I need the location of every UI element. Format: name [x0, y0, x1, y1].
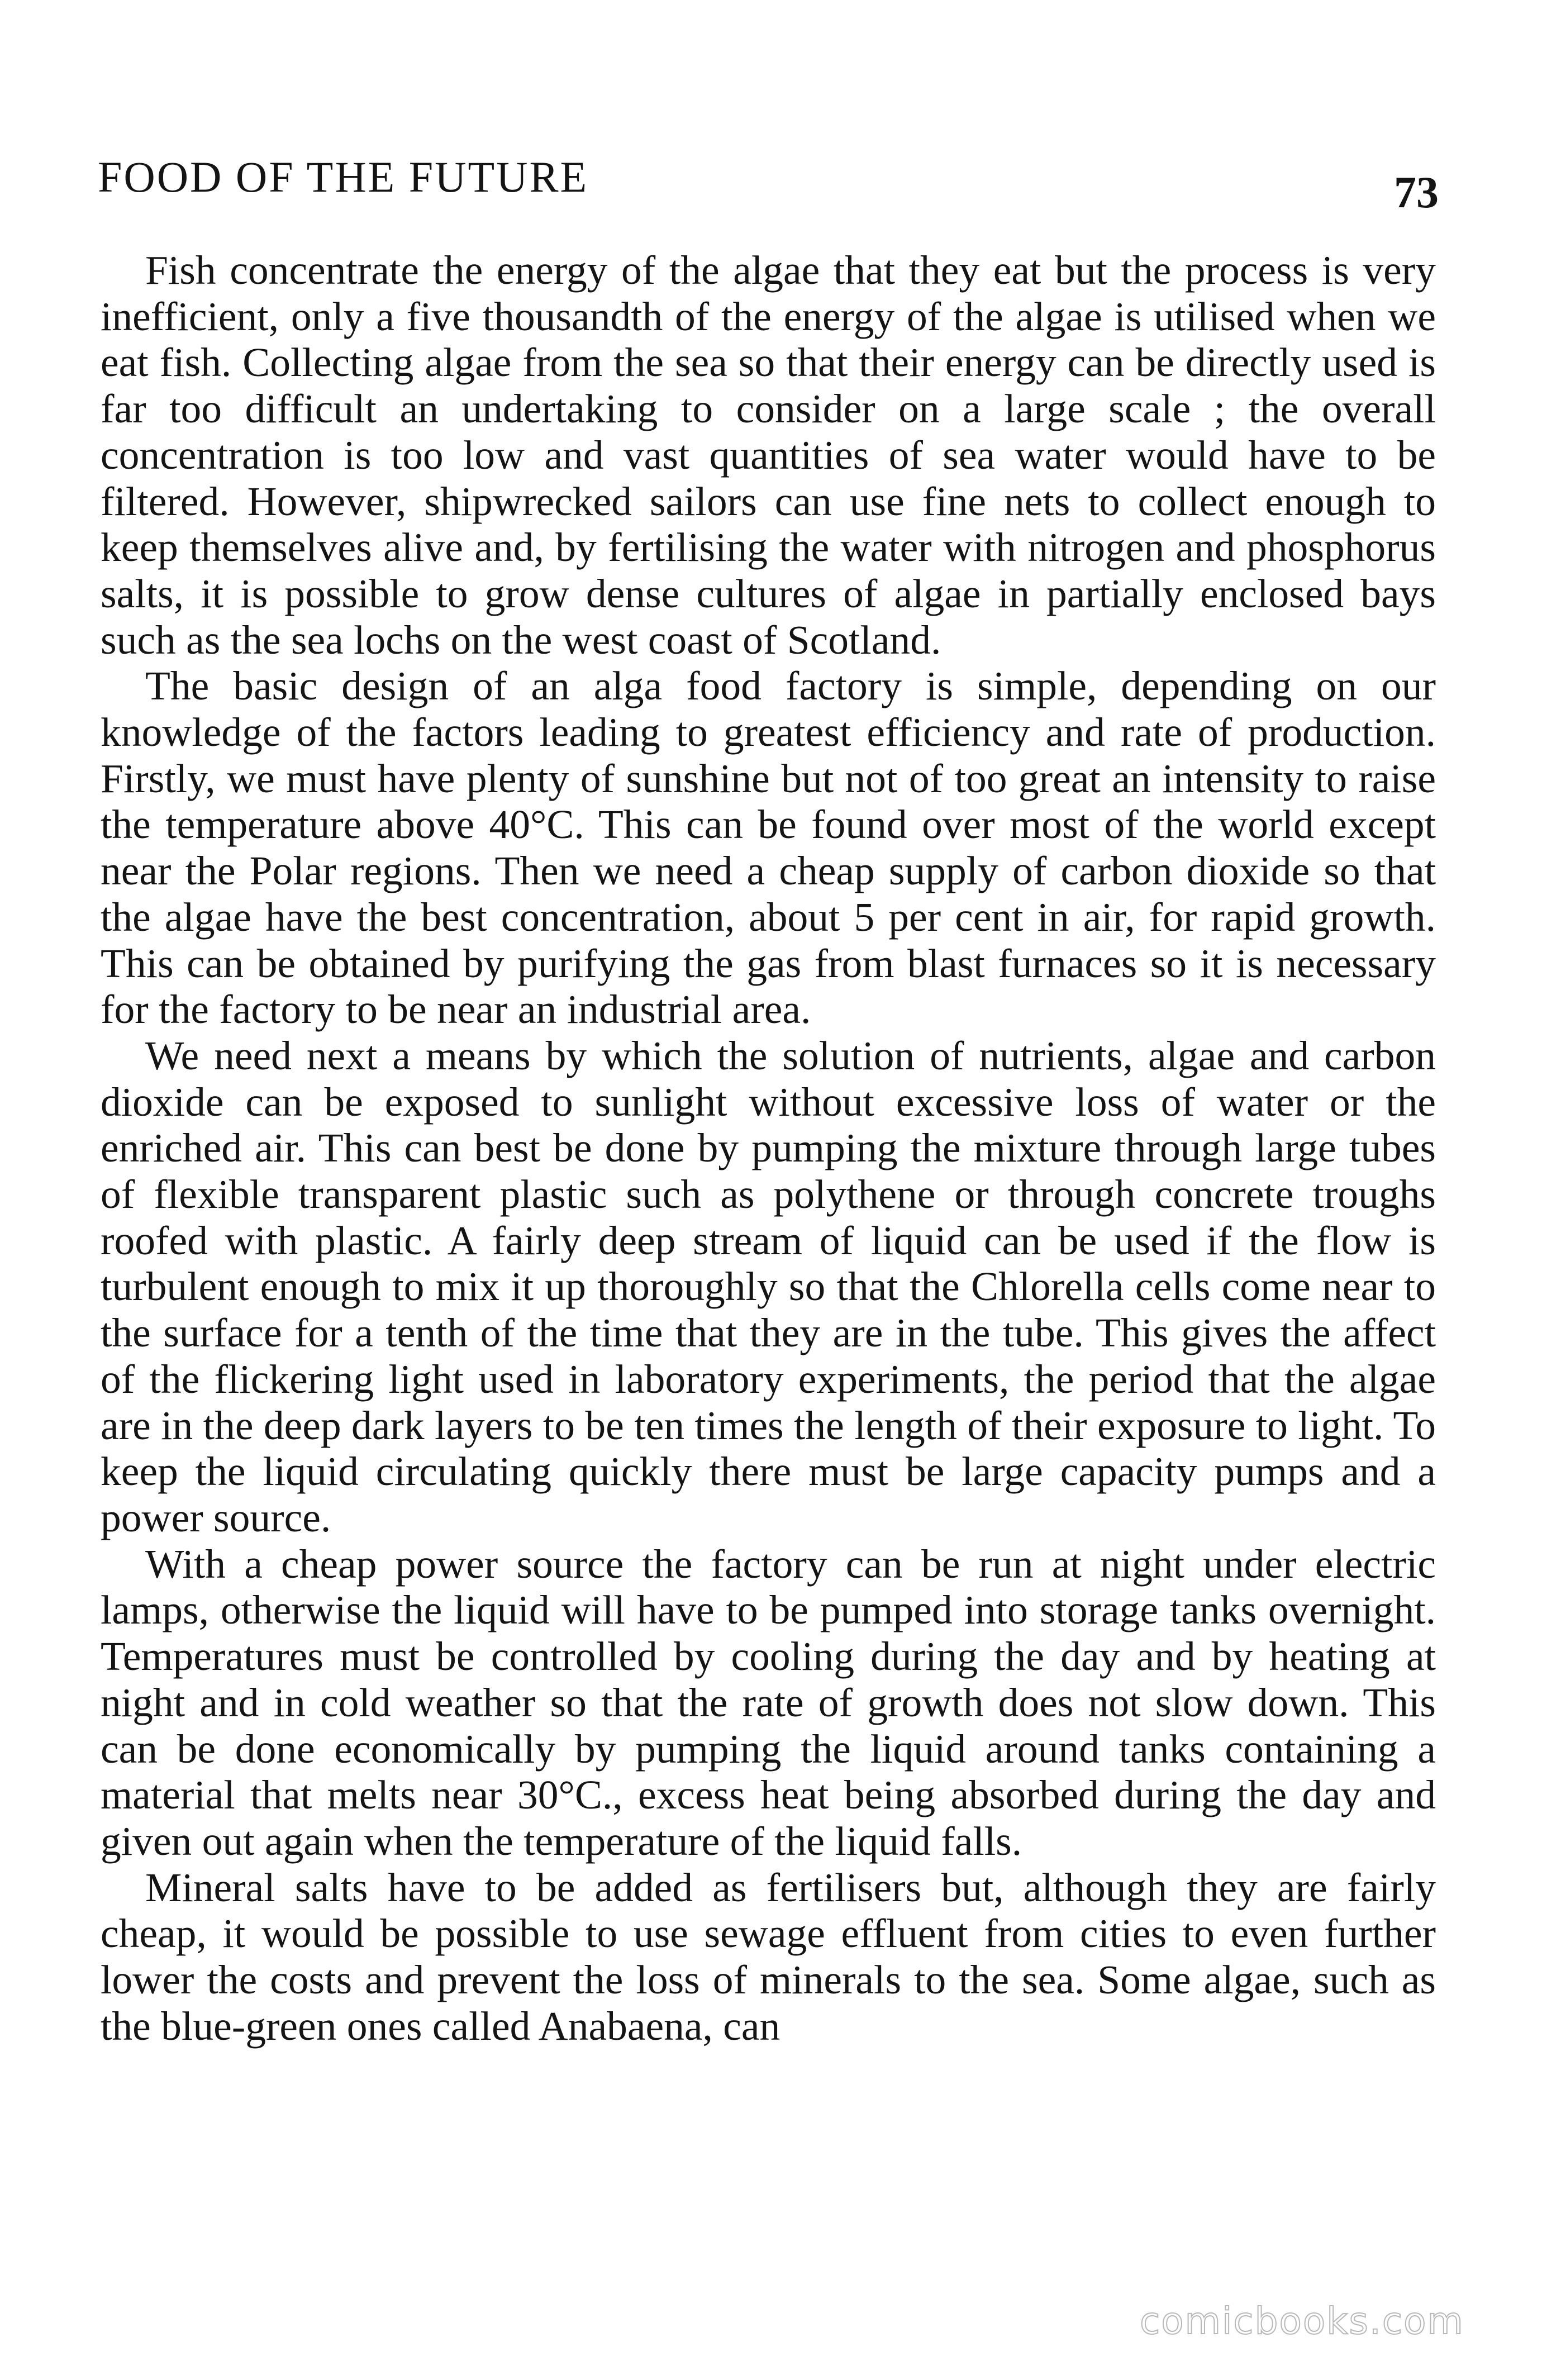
running-title: FOOD OF THE FUTURE	[98, 153, 589, 201]
page-number: 73	[1394, 168, 1439, 217]
watermark: comicbooks.com	[1140, 2300, 1464, 2343]
paragraph: Mineral salts have to be added as fertilisers but, although they are fairly cheap, it would be possible to use sewage effluent from cities to even further lower the costs and prevent the loss of minerals to the sea. Some algae, such as the blue-green ones called Anabaena, can	[101, 1864, 1436, 2049]
paragraph: We need next a means by which the solution of nutrients, algae and carbon dioxide can be exposed to sunlight without excessive loss of water or the enriched air. This can best be done by pumping the mixture through large tubes of flexible transparent plastic such as polythene or through concrete troughs roofed with plastic. A fairly deep stream of liquid can be used if the flow is turbulent enough to mix it up thoroughly so that the Chlorella cells come near to the surface for a tenth of the time that they are in the tube. This gives the affect of the flickering light used in laboratory experiments, the period that the algae are in the deep dark layers to be ten times the length of their exposure to light. To keep the liquid circulating quickly there must be large capacity pumps and a power source.	[101, 1032, 1436, 1540]
paragraph: With a cheap power source the factory can be run at night under electric lamps, otherwise the liquid will have to be pumped into storage tanks overnight. Temperatures must be controlled by cooling during the day and by heating at night and in cold weather so that the rate of growth does not slow down. This can be done economically by pumping the liquid around tanks containing a material that melts near 30°C., excess heat being absorbed during the day and given out again when the temperature of the liquid falls.	[101, 1541, 1436, 1864]
paragraph: The basic design of an alga food factory is simple, depending on our knowledge of the factors leading to greatest efficiency and rate of production. Firstly, we must have plenty of sunshine but not of too great an intensity to raise the temperature above 40°C. This can be found over most of the world except near the Polar regions. Then we need a cheap supply of carbon dioxide so that the algae have the best concentration, about 5 per cent in air, for rapid growth. This can be obtained by purifying the gas from blast furnaces so it is necessary for the factory to be near an industrial area.	[101, 663, 1436, 1032]
body-text	[101, 247, 1436, 2049]
paragraph: Fish concentrate the energy of the algae that they eat but the process is very inefficient, only a five thousandth of the energy of the algae is utilised when we eat fish. Collecting algae from the sea so that their energy can be directly used is far too difficult an undertaking to consider on a large scale ; the overall concentration is too low and vast quantities of sea water would have to be filtered. However, shipwrecked sailors can use fine nets to collect enough to keep themselves alive and, by fertilising the water with nitrogen and phosphorus salts, it is possible to grow dense cultures of algae in partially enclosed bays such as the sea lochs on the west coast of Scotland.	[101, 247, 1436, 663]
